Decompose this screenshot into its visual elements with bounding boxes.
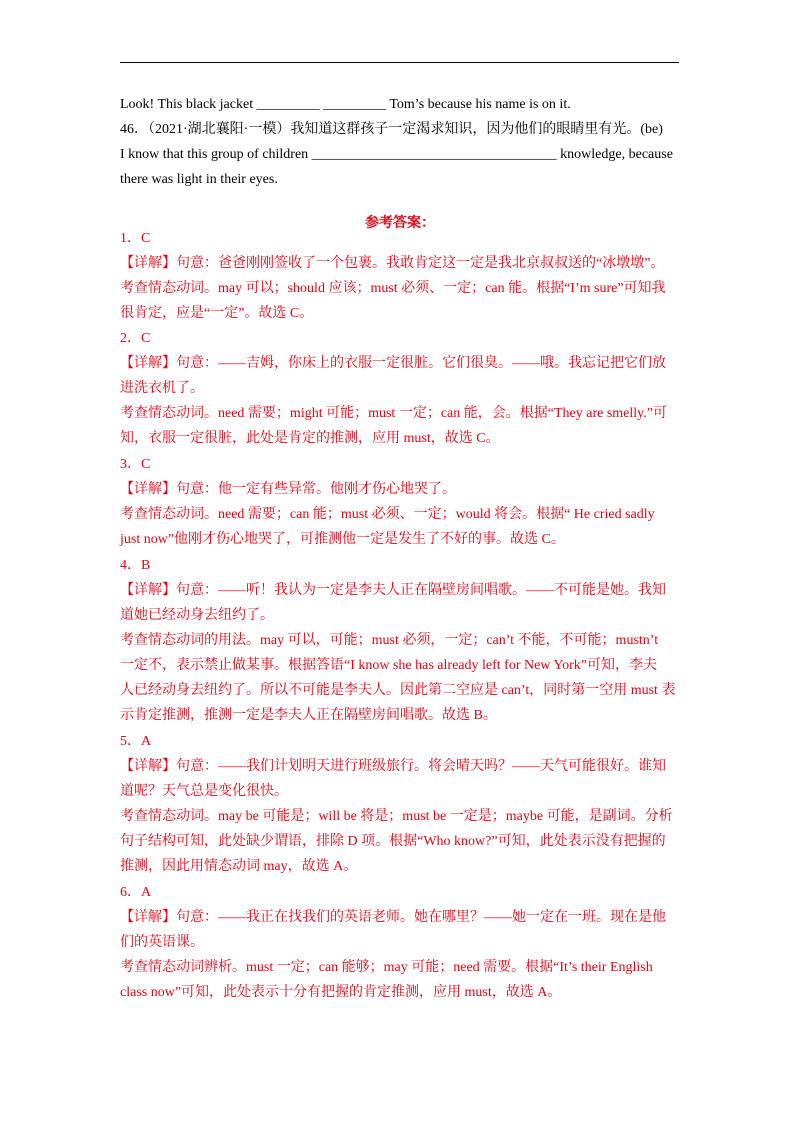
answers-title: 参考答案：: [365, 216, 435, 231]
answer-line: 【详解】句意：——我正在找我们的英语老师。她在哪里？——她一定在一班。现在是他: [120, 910, 666, 925]
answer-line: 推测，因此用情态动词 may，故选 A。: [120, 859, 358, 874]
question-45-line: Look! This black jacket _________ _________ Tom’s because his name is on it.: [120, 97, 571, 112]
answer-line: 考查情态动词。may be 可能是；will be 将是；must be 一定是；maybe 可能，是副词。分析: [120, 809, 673, 824]
answer-line: 考查情态动词的用法。may 可以，可能；must 必须，一定；can’t 不能，不可能；mustn’t: [120, 633, 659, 648]
question-46-sentence-cont: there was light in their eyes.: [120, 172, 278, 187]
answer-line: 人已经动身去纽约了。所以不可能是李夫人。因此第二空应是 can’t，同时第一空用 must 表: [120, 683, 676, 698]
answer-line: 【详解】句意：他一定有些异常。他刚才伤心地哭了。: [120, 482, 456, 497]
answer-line: 考查情态动词。need 需要；might 可能；must 一定；can 能，会。根据“They are smelly.”可: [120, 406, 667, 421]
question-46-prompt: 46．（2021·湖北襄阳·一模）我知道这群孩子一定渴求知识，因为他们的眼睛里有光。(be): [120, 122, 663, 137]
answer-line: 考查情态动词。need 需要；can 能；must 必须、一定；would 将会。根据“ He cried sadly: [120, 507, 655, 522]
top-rule: [120, 62, 679, 63]
answer-line: 知，衣服一定很脏，此处是肯定的推测，应用 must，故选 C。: [120, 431, 500, 446]
answer-number: 5．A: [120, 734, 152, 749]
answer-line: just now”他刚才伤心地哭了，可推测他一定是发生了不好的事。故选 C。: [120, 532, 565, 547]
answer-line: 进洗衣机了。: [120, 381, 204, 396]
answer-line: 道她已经动身去纽约了。: [120, 608, 274, 623]
answer-line: 句子结构可知，此处缺少谓语，排除 D 项。根据“Who know?”可知，此处表示没有把握的: [120, 834, 666, 849]
answer-number: 1．C: [120, 231, 151, 246]
answer-line: 【详解】句意：——吉姆，你床上的衣服一定很脏。它们很臭。——哦。我忘记把它们放: [120, 356, 666, 371]
answer-number: 6．A: [120, 885, 152, 900]
answer-line: 们的英语课。: [120, 935, 204, 950]
answer-line: 很肯定，应是“一定”。故选 C。: [120, 306, 314, 321]
question-46-sentence: I know that this group of children ___________________________________ knowledge, because: [120, 147, 673, 162]
answer-line: 示肯定推测，推测一定是李夫人正在隔壁房间唱歌。故选 B。: [120, 708, 497, 723]
answer-line: 一定不，表示禁止做某事。根据答语“I know she has already left for New York”可知，李夫: [120, 658, 657, 673]
answer-line: 考查情态动词辨析。must 一定；can 能够；may 可能；need 需要。根据“It’s their English: [120, 960, 653, 975]
answer-number: 3．C: [120, 457, 151, 472]
answer-line: 【详解】句意：——听！我认为一定是李夫人正在隔壁房间唱歌。——不可能是她。我知: [120, 583, 666, 598]
answer-number: 2．C: [120, 331, 151, 346]
answer-number: 4．B: [120, 558, 151, 573]
answer-line: 考查情态动词。may 可以；should 应该；must 必须、一定；can 能。根据“I’m sure”可知我: [120, 281, 666, 296]
answer-line: 【详解】句意：爸爸刚刚签收了一个包裹。我敢肯定这一定是我北京叔叔送的“冰墩墩”。: [120, 256, 665, 271]
answer-line: 道呢？天气总是变化很快。: [120, 784, 288, 799]
answer-line: 【详解】句意：——我们计划明天进行班级旅行。将会晴天吗？——天气可能很好。谁知: [120, 759, 666, 774]
answer-line: class now”可知，此处表示十分有把握的肯定推测，应用 must，故选 A。: [120, 985, 562, 1000]
